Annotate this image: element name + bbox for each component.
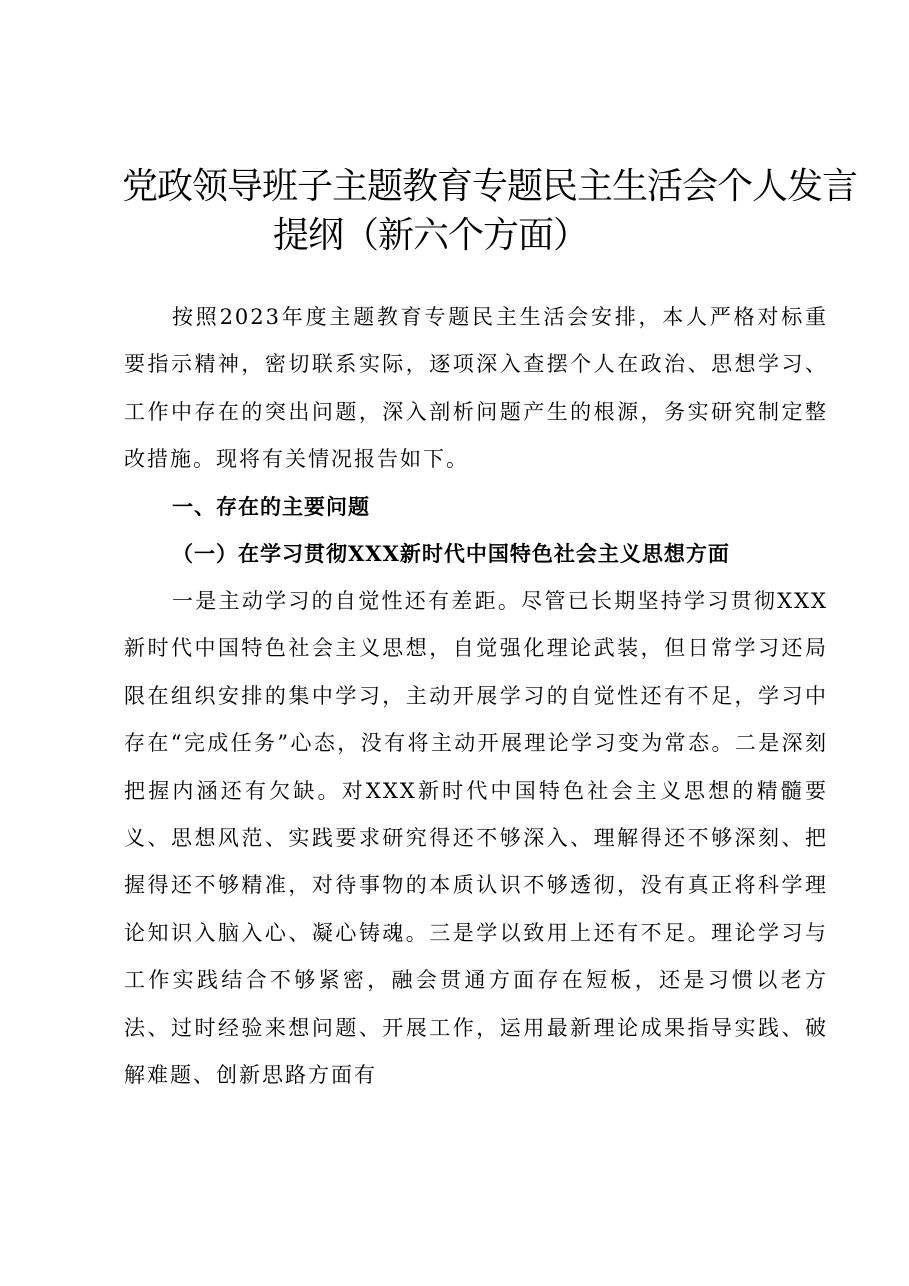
- section-heading-problems: 一、存在的主要问题: [172, 495, 370, 519]
- title-line-1: 党政领导班子主题教育专题民主生活会个人发言: [122, 166, 858, 207]
- document-title: [100, 162, 858, 260]
- subsection-heading-study: （一）在学习贯彻XXX新时代中国特色社会主义思想方面: [172, 541, 730, 566]
- intro-paragraph: 按照2023年度主题教育专题民主生活会安排，本人严格对标重要指示精神，密切联系实际，逐项深入查摆个人在政治、思想学习、工作中存在的突出问题，深入剖析问题产生的根源，务实研究制定整改措施。现将有关情况报告如下。: [124, 305, 828, 472]
- title-line-2: 提纲（新六个方面）: [273, 215, 589, 256]
- subsection-body-paragraph: 一是主动学习的自觉性还有差距。尽管已长期坚持学习贯彻XXX新时代中国特色社会主义思想，自觉强化理论武装，但日常学习还局限在组织安排的集中学习，主动开展学习的自觉性还有不足，学习中存在“完成任务”心态，没有将主动开展理论学习变为常态。二是深刻把握内涵还有欠缺。对XXX新时代中国特色社会主义思想的精髓要义、思想风范、实践要求研究得还不够深入、理解得还不够深刻、把握得还不够精准，对待事物的本质认识不够透彻，没有真正将科学理论知识入脑入心、凝心铸魂。三是学以致用上还有不足。理论学习与工作实践结合不够紧密，融会贯通方面存在短板，还是习惯以老方法、过时经验来想问题、开展工作，运用最新理论成果指导实践、破解难题、创新思路方面有: [124, 589, 828, 1088]
